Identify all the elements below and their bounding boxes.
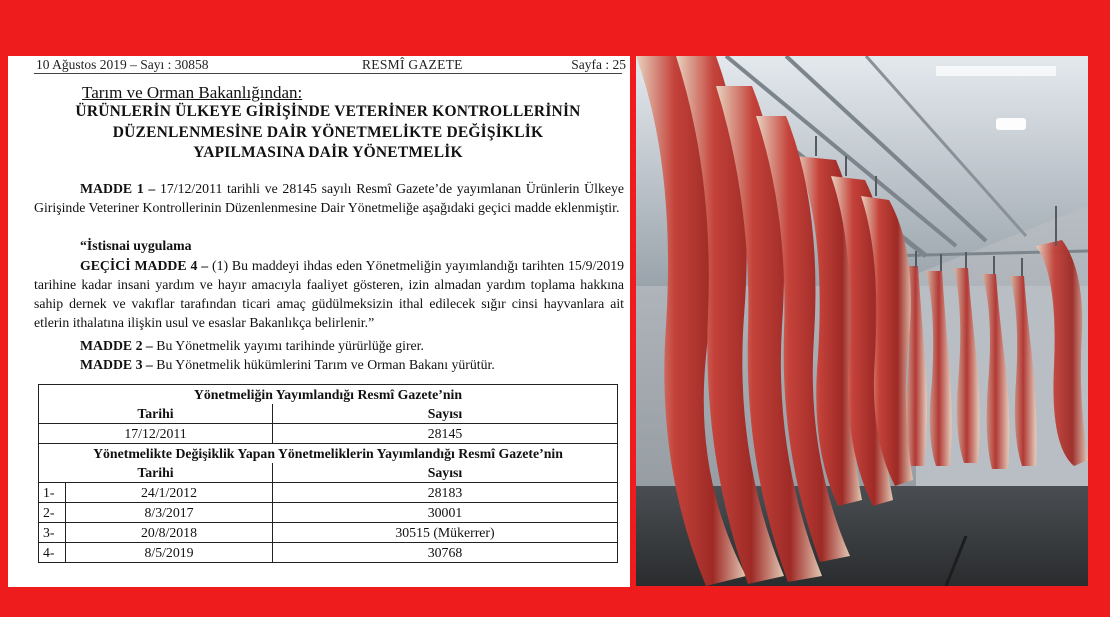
istisnai-heading: “İstisnai uygulama (80, 238, 192, 253)
cold-storage-illustration (636, 56, 1088, 586)
madde-1-paragraph (34, 179, 624, 217)
table-row (39, 523, 618, 543)
original-date: 17/12/2011 (39, 424, 273, 444)
gazette-page (8, 56, 630, 587)
row-date: 24/1/2012 (66, 483, 273, 503)
row-index: 2- (39, 503, 66, 523)
row-index: 3- (39, 523, 66, 543)
gecici-madde-label: GEÇİCİ MADDE 4 – (80, 258, 209, 273)
madde-3-text: Bu Yönetmelik hükümlerini Tarım ve Orman Bakanı yürütür. (152, 357, 495, 372)
bottom-strip (0, 617, 1110, 625)
row-number: 30768 (273, 543, 618, 563)
col-date-header: Tarihi (39, 463, 273, 483)
row-index: 1- (39, 483, 66, 503)
table-header-row (39, 444, 618, 464)
row-date: 8/5/2019 (66, 543, 273, 563)
table-head-2: Yönetmelikte Değişiklik Yapan Yönetmeliklerin Yayımlandığı Resmî Gazete’nin (39, 444, 618, 464)
madde-2-text: Bu Yönetmelik yayımı tarihinde yürürlüğe girer. (152, 338, 424, 353)
row-date: 20/8/2018 (66, 523, 273, 543)
table-row (39, 503, 618, 523)
regulation-title (48, 102, 608, 164)
gazette-header (36, 56, 626, 74)
original-number: 28145 (273, 424, 618, 444)
row-index: 4- (39, 543, 66, 563)
madde-3-paragraph (34, 355, 624, 374)
header-date: 10 Ağustos 2019 – Sayı : 30858 (36, 57, 209, 72)
gecici-madde-paragraph (34, 256, 624, 332)
title-line: DÜZENLENMESİNE DAİR YÖNETMELİKTE DEĞİŞİKLİK (112, 123, 544, 141)
header-gazette-name: RESMÎ GAZETE (362, 57, 463, 72)
madde-1-text: 17/12/2011 tarihli ve 28145 sayılı Resmî Gazete’de yayımlanan Ürünlerin Ülkeye Girişinde Veteriner Kontrollerinin Düzenlenmesine Dair Yönetmeliğe aşağıdaki geçici madde eklenmiştir. (34, 181, 624, 215)
row-number: 28183 (273, 483, 618, 503)
ministry-name: Tarım ve Orman Bakanlığından: (82, 83, 303, 102)
madde-1-label: MADDE 1 – (80, 181, 156, 196)
table-subheader-row (39, 404, 618, 424)
table-row (39, 424, 618, 444)
col-number-header: Sayısı (273, 404, 618, 424)
title-line: ÜRÜNLERİN ÜLKEYE GİRİŞİNDE VETERİNER KONTROLLERİNİN (75, 103, 581, 120)
table-head-1: Yönetmeliğin Yayımlandığı Resmî Gazete’nin (39, 385, 618, 405)
meat-storage-photo (636, 56, 1088, 586)
row-number: 30001 (273, 503, 618, 523)
table-subheader-row (39, 463, 618, 483)
col-number-header: Sayısı (273, 463, 618, 483)
table-header-row (39, 385, 618, 405)
header-page-number: Sayfa : 25 (571, 57, 626, 72)
row-date: 8/3/2017 (66, 503, 273, 523)
publication-table (38, 384, 618, 563)
table-row (39, 483, 618, 503)
madde-2-paragraph (34, 336, 624, 355)
col-date-header: Tarihi (39, 404, 273, 424)
madde-3-label: MADDE 3 – (80, 357, 153, 372)
title-line: YAPILMASINA DAİR YÖNETMELİK (193, 144, 463, 161)
gecici-madde-text: (1) Bu maddeyi ihdas eden Yönetmeliğin yayımlandığı tarihten 15/9/2019 tarihine kadar insani yardım ve hayır amacıyla faaliyet gösteren, izin almadan yardım toplama hakkına sahip dernek ve vakıflar tarafından ticari amaç güdülmeksizin ithal edilecek sığır cinsi hayvanlara ait etlerin ithalatına ilişkin usul ve esaslar Bakanlıkça belirlenir.” (34, 258, 624, 330)
table-row (39, 543, 618, 563)
row-number: 30515 (Mükerrer) (273, 523, 618, 543)
header-rule (34, 73, 622, 74)
madde-2-label: MADDE 2 – (80, 338, 153, 353)
